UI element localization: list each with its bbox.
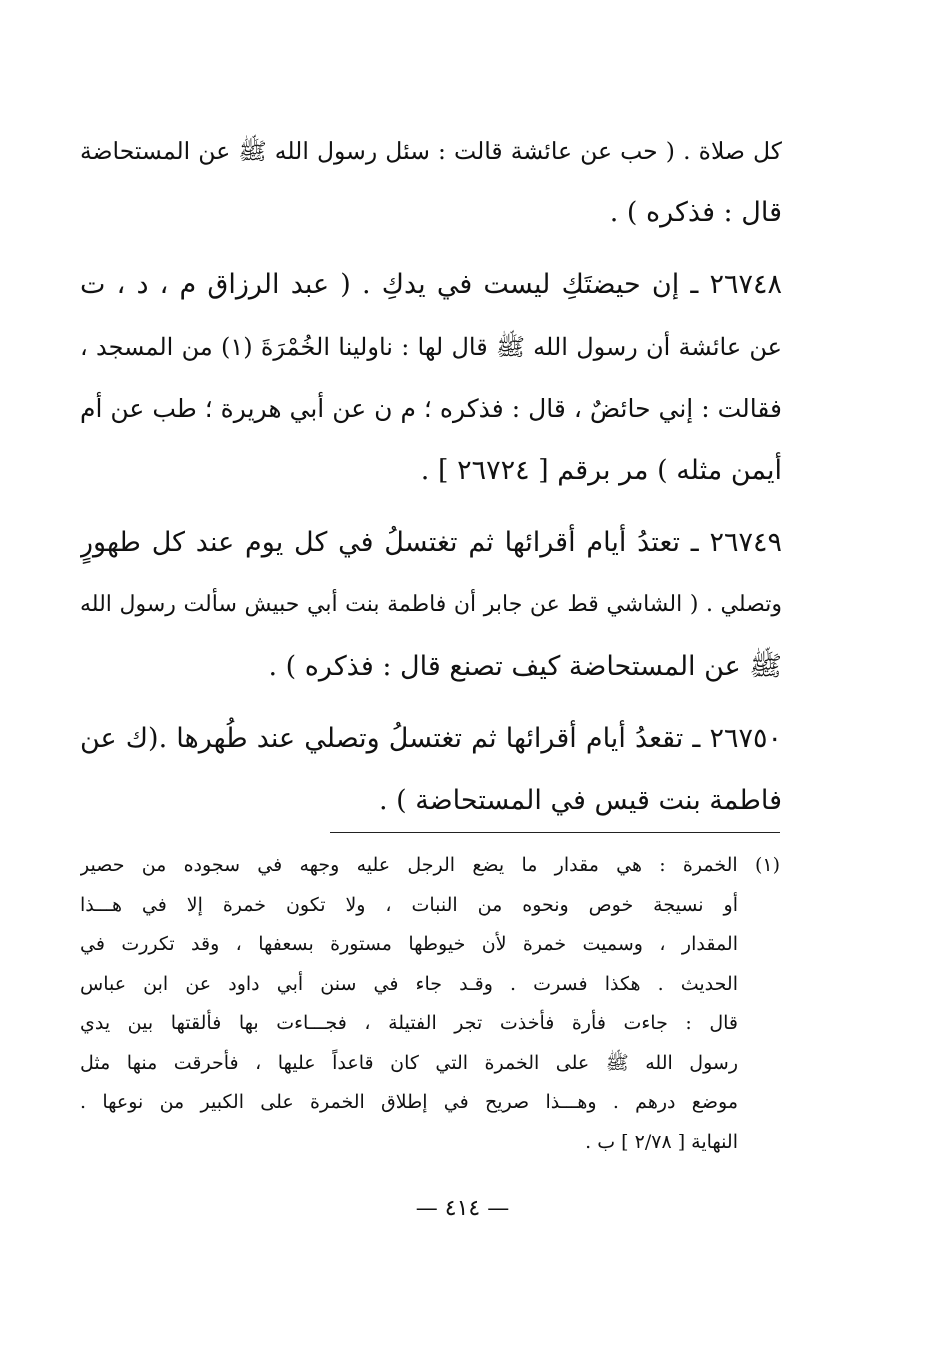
text-line: أيمن مثله ) مر برقم [ ٢٦٧٢٤ ] . xyxy=(420,455,782,486)
footnote-line: أو نسيجة خوص ونحوه من النبات ، ولا تكون خمرة إلا في هـــذا xyxy=(80,893,738,916)
footnote-line: الحديث . هكذا فسرت . وقـد جاء في سنن أبي داود عن ابن عباس xyxy=(80,972,738,995)
footnote-line: المقدار ، وسميت خمرة لأن خيوطها مستورة بسعفها ، وقد تكررت في xyxy=(80,933,738,955)
footnote-line: رسول الله ﷺ على الخمرة التي كان قاعداً عليها ، فأحرقت منها مثل xyxy=(80,1051,738,1074)
footnote-line: النهاية [ ٢/٧٨ ] ب . xyxy=(585,1130,738,1153)
text-line: ﷺ عن المستحاضة كيف تصنع قال : فذكره ) . xyxy=(268,651,782,682)
footnote-line: (١) الخمرة : هي مقدار ما يضع الرجل عليه وجهه في سجوده من حصير xyxy=(80,854,780,876)
footnote-divider xyxy=(330,832,780,833)
text-line: فقالت : إني حائضٌ ، قال : فذكره ؛ م ن عن أبي هريرة ؛ طب عن أم xyxy=(80,394,782,423)
footnotes xyxy=(80,846,780,1162)
footnote-line: موضع درهم . وهـــذا صريح في إطلاق الخمرة على الكبير من نوعها . xyxy=(80,1091,738,1113)
hadith-26750: ٢٦٧٥٠ ـ تقعدُ أيام أقرائها ثم تغتسلُ وتصلي عند طُهرها .(ك عن xyxy=(80,723,782,754)
main-text xyxy=(80,120,782,832)
text-line: وتصلي . ( الشاشي قط عن جابر أن فاطمة بنت أبي حبيش سألت رسول الله xyxy=(80,592,782,617)
page-number: — ٤١٤ — xyxy=(415,1196,510,1221)
hadith-26749: ٢٦٧٤٩ ـ تعتدُ أيام أقرائها ثم تغتسلُ في كل يوم عند كل طهورٍ xyxy=(80,527,782,558)
footnote-line: قال : جاءت فأرة فأخذت تجر الفتيلة ، فجـــاءت بها فألقتها بين يدي xyxy=(80,1012,738,1034)
text-line: عن عائشة أن رسول الله ﷺ قال لها : ناولينا الخُمْرَةَ (١) من المسجد ، xyxy=(80,333,782,361)
hadith-26748: ٢٦٧٤٨ ـ إن حيضتَكِ ليست في يدكِ . ( عبد الرزاق م ، د ، ت xyxy=(80,269,782,300)
text-line: فاطمة بنت قيس في المستحاضة ) . xyxy=(378,785,782,816)
text-line: كل صلاة . ( حب عن عائشة قالت : سئل رسول الله ﷺ عن المستحاضة xyxy=(80,137,782,165)
text-line: قال : فذكره ) . xyxy=(609,197,782,228)
